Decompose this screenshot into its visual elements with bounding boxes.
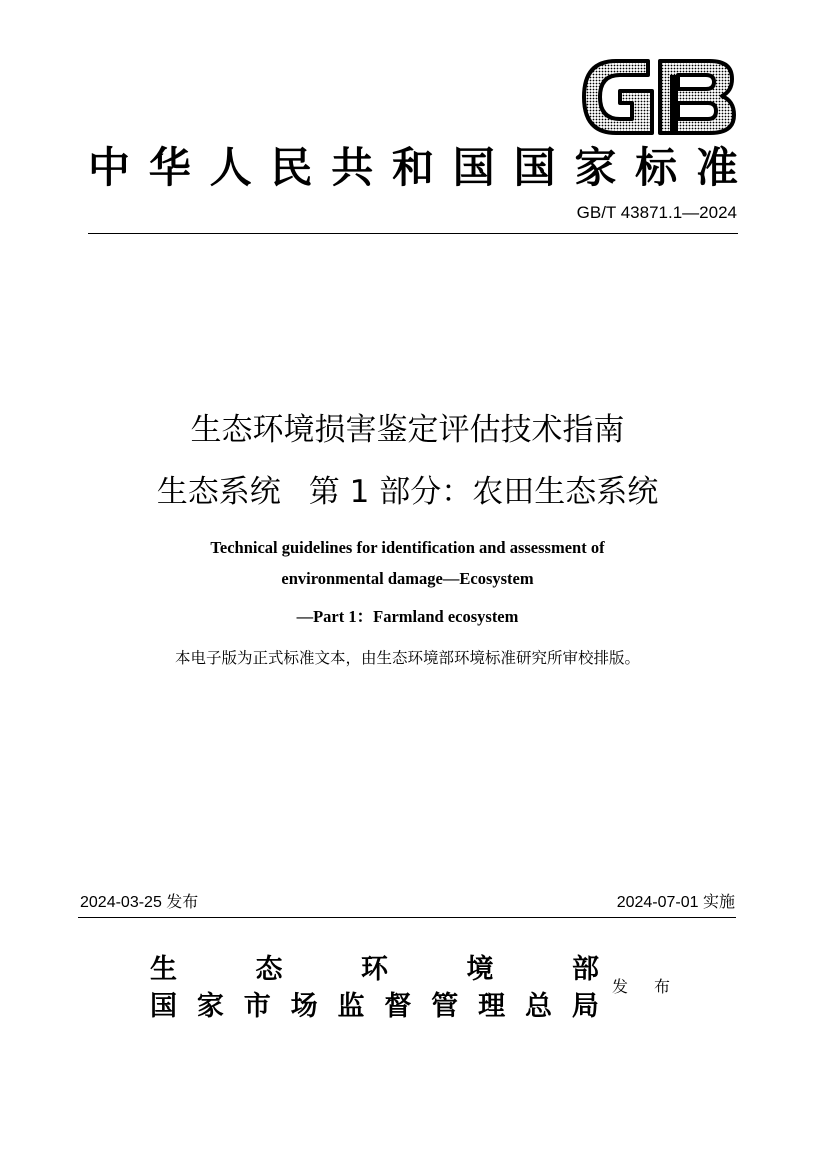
- issue-label: [612, 976, 670, 998]
- issuer-char: 家: [196, 991, 224, 1022]
- issuer-char: 管: [431, 991, 459, 1022]
- issuer-char: 场: [290, 991, 318, 1022]
- header-char: 中: [88, 143, 131, 192]
- issue-date: 2024-03-25 发布: [80, 894, 199, 911]
- electronic-edition-note: 本电子版为正式标准文本，由生态环境部环境标准研究所审校排版。: [174, 649, 640, 667]
- header-char: 标: [635, 143, 678, 192]
- en-title-line1: Technical guidelines for identification and assessment of: [210, 538, 605, 557]
- issuer-char: 态: [255, 954, 283, 985]
- top-divider: [88, 233, 738, 234]
- header-char: 共: [331, 143, 374, 192]
- issuer-char: 局: [571, 991, 599, 1022]
- cn-title-line2-part-a: 生态系统: [156, 474, 281, 510]
- issuer-line2: [150, 989, 599, 1025]
- issue-label-char: 布: [653, 977, 670, 996]
- header-char: 华: [148, 143, 191, 192]
- header-char: 家: [574, 143, 617, 192]
- issuer-char: 国: [150, 991, 177, 1022]
- issue-label-char: 发: [612, 977, 629, 996]
- standard-number: GB/T 43871.1—2024: [576, 203, 737, 222]
- header-char: 人: [209, 143, 252, 192]
- bottom-divider: [78, 917, 736, 918]
- issuer-char: 总: [525, 991, 552, 1022]
- issuer-char: 境: [466, 954, 494, 985]
- en-title-line3: —Part 1：Farmland ecosystem: [296, 607, 519, 626]
- en-title-line2: environmental damage—Ecosystem: [281, 569, 534, 588]
- issuer-char: 生: [150, 954, 177, 985]
- issuer-char: 市: [243, 991, 271, 1022]
- issuer-line1: [150, 952, 599, 988]
- issuer-char: 部: [572, 954, 599, 985]
- header-char: 国: [452, 143, 495, 192]
- issuer-char: 监: [337, 991, 365, 1022]
- header-char: 和: [391, 143, 434, 192]
- gb-logo-icon: [580, 55, 736, 140]
- issuer-char: 理: [478, 991, 506, 1022]
- cn-title-line2: [60, 470, 755, 514]
- issuer-char: 环: [361, 954, 388, 985]
- cn-title-line2-part-b: 第 1 部分：农田生态系统: [308, 474, 659, 510]
- implementation-date: 2024-07-01 实施: [616, 894, 735, 911]
- header-char: 民: [270, 143, 313, 192]
- issuer-char: 督: [384, 991, 412, 1022]
- header-char: 国: [513, 143, 556, 192]
- header-char: 准: [695, 143, 738, 192]
- cn-title-line1: 生态环境损害鉴定评估技术指南: [190, 412, 625, 448]
- header-title: [88, 140, 738, 196]
